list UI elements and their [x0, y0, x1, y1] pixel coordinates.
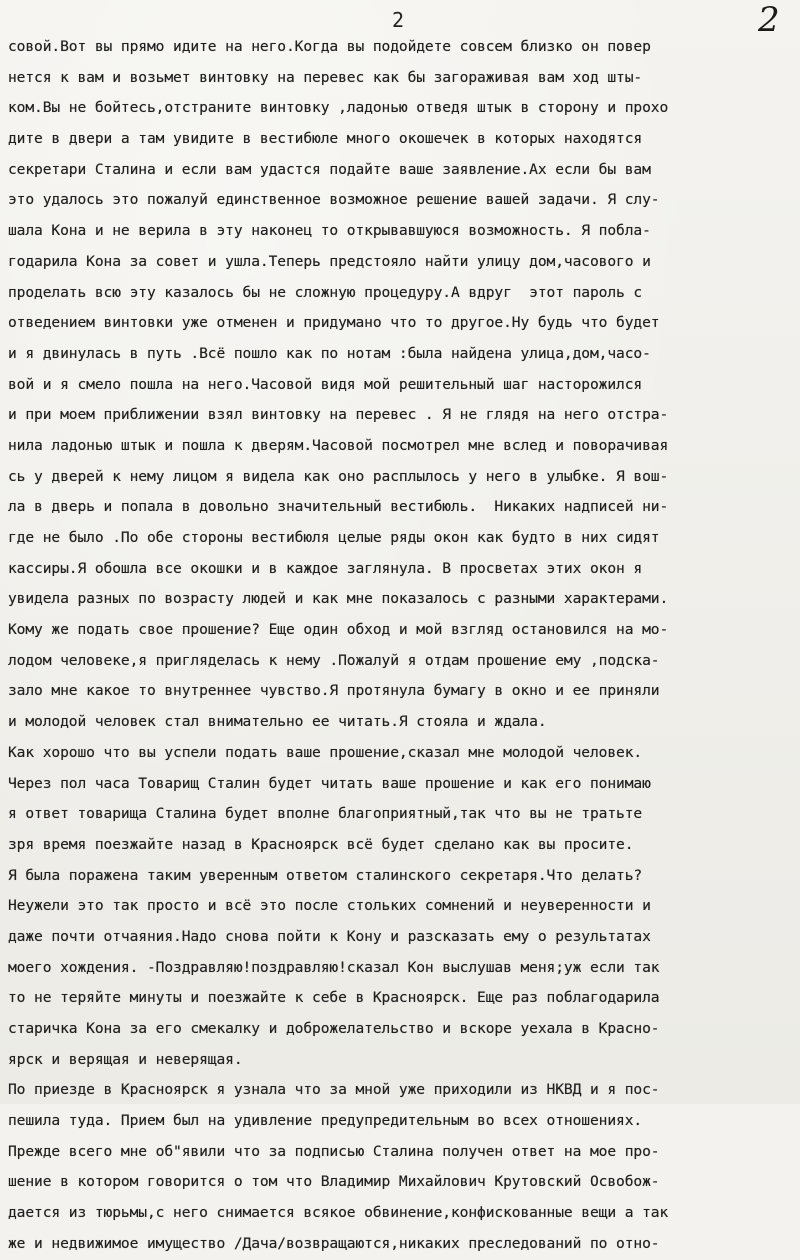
text-line: нила ладонью штык и пошла к дверям.Часовой посмотрел мне вслед и поворачивая	[8, 436, 669, 454]
text-line: дите в двери а там увидите в вестибюле много окошечек в которых находятся	[8, 130, 643, 148]
text-line: увидела разных по возрасту людей и как мне показалось с разными характерами.	[8, 590, 669, 608]
text-line: ярск и верящая и неверящая.	[8, 1050, 243, 1068]
text-line: и при моем приближении взял винтовку на перевес . Я не глядя на него отстра-	[8, 406, 669, 424]
text-line: где не было .По обе стороны вестибюля целые ряды окон как будто в них сидят	[8, 529, 660, 546]
text-line: отведением винтовки уже отменен и придумано что то другое.Ну будь что будет	[8, 314, 660, 332]
text-line: зря время поезжайте назад в Красноярск всё будет сделано как вы просите.	[8, 835, 634, 853]
text-line: годарила Кона за совет и ушла.Теперь предстояло найти улицу дом,часового и	[8, 252, 651, 270]
text-line: ком.Вы не бойтесь,отстраните винтовку ,ладонью отведя штык в сторону и прохо	[8, 99, 669, 117]
text-line: зало мне какое то внутреннее чувство.Я протянула бумагу в окно и ее приняли	[8, 682, 660, 700]
text-line: шала Кона и не верила в эту наконец то открывавшуюся возможность. Я побла-	[8, 222, 651, 240]
text-line: и молодой человек стал внимательно ее читать.Я стояла и ждала.	[8, 713, 547, 731]
text-line: я ответ товарища Сталина будет вполне благоприятный,так что вы не тратьте	[8, 805, 643, 823]
text-line: Неужели это так просто и всё это после стольких сомнений и неуверенности и	[8, 897, 651, 915]
text-line: лодом человеке,я пригляделась к нему .Пожалуй я отдам прошение ему ,подска-	[8, 651, 660, 669]
text-line: даже почти отчаяния.Надо снова пойти к Кону и разсказать ему о результатах	[8, 927, 651, 945]
text-line: то не теряйте минуты и поезжайте к себе в Красноярск. Еще раз поблагодарила	[8, 989, 660, 1007]
handwritten-archive-number: 2	[758, 0, 780, 40]
text-line: Я была поражена таким уверенным ответом сталинского секретаря.Что делать?	[8, 866, 643, 884]
text-line: Прежде всего мне об"явили что за подписью Сталина получен ответ на мое про-	[8, 1142, 660, 1160]
typewritten-body-text	[8, 32, 798, 1260]
text-line: совой.Вот вы прямо идите на него.Когда вы подойдете совсем близко он повер	[8, 38, 651, 55]
text-line: По приезде в Красноярск я узнала что за мной уже приходили из НКВД и я пос-	[8, 1081, 660, 1099]
text-line: это удалось это пожалуй единственное возможное решение вашей задачи. Я слу-	[8, 191, 660, 209]
text-line: Кому же подать свое прошение? Еще один обход и мой взгляд остановился на мо-	[8, 621, 669, 639]
text-line: пешила туда. Прием был на удивление предупредительным во всех отношениях.	[8, 1112, 643, 1130]
text-line: дается из тюрьмы,с него снимается всякое обвинение,конфискованные вещи а так	[8, 1204, 669, 1222]
text-line: секретари Сталина и если вам удастся подайте ваше заявление.Ах если бы вам	[8, 160, 651, 178]
text-line: моего хождения. -Поздравляю!поздравляю!сказал Кон выслушав меня;уж если так	[8, 958, 660, 976]
text-line: и я двинулась в путь .Всё пошло как по нотам :была найдена улица,дом,часо-	[8, 344, 651, 362]
text-line: проделать всю эту казалось бы не сложную процедуру.А вдруг этот пароль с	[8, 283, 643, 301]
text-line: Через пол часа Товарищ Сталин будет читать ваше прошение и как его понимаю	[8, 774, 651, 792]
text-line: кассиры.Я обошла все окошки и в каждое заглянула. В просветах этих окон я	[8, 559, 643, 577]
page-number: 2	[392, 8, 405, 32]
text-line: нется к вам и возьмет винтовку на перевес как бы загораживая вам ход шты-	[8, 68, 643, 86]
text-line: Как хорошо что вы успели подать ваше прошение,сказал мне молодой человек.	[8, 743, 643, 761]
text-line: ла в дверь и попала в довольно значительный вестибюль. Никаких надписей ни-	[8, 498, 669, 516]
text-line: сь у дверей к нему лицом я видела как оно расплылось у него в улыбке. Я вош-	[8, 467, 669, 485]
text-line: вой и я смело пошла на него.Часовой видя мой решительный шаг насторожился	[8, 375, 643, 393]
text-line: же и недвижимое имущество /Дача/возвращаются,никаких преследований по отно-	[8, 1234, 660, 1252]
text-line: старичка Кона за его смекалку и доброжелательство и вскоре уехала в Красно-	[8, 1020, 660, 1037]
text-line: шение в котором говорится о том что Владимир Михайлович Крутовский Освобож-	[8, 1173, 660, 1191]
